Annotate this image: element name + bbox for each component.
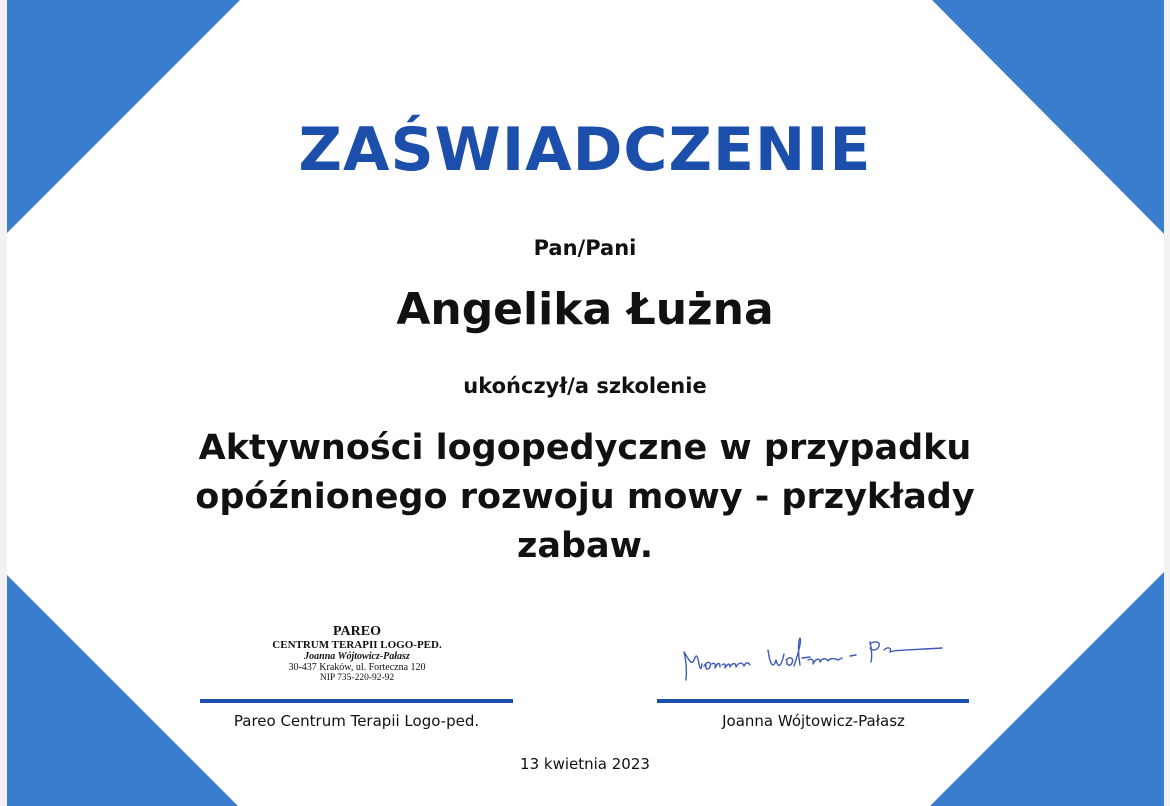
stamp-line-2: CENTRUM TERAPII LOGO-PED. (272, 639, 442, 651)
stamp-line-1: PAREO (333, 624, 381, 639)
stamp-line-4: 30-437 Kraków, ul. Forteczna 120 (288, 662, 426, 673)
completed-text: ukończył/a szkolenie (463, 374, 707, 398)
signature-line-left (200, 699, 513, 703)
signature-line-right (657, 699, 969, 703)
issue-date: 13 kwietnia 2023 (520, 755, 650, 773)
course-title: Aktywności logopedyczne w przypadku opóźnionego rozwoju mowy - przykłady zabaw. (195, 428, 975, 566)
salutation: Pan/Pani (533, 236, 637, 260)
certificate-title: ZAŚWIADCZENIE (298, 115, 872, 185)
signature-label-left: Pareo Centrum Terapii Logo-ped. (233, 712, 480, 730)
recipient-name: Angelika Łużna (396, 284, 774, 335)
handwritten-signature-icon (670, 620, 960, 695)
company-stamp (262, 624, 452, 684)
stamp-line-3: Joanna Wójtowicz-Pałasz (304, 651, 410, 662)
stamp-line-5: NIP 735-220-92-92 (319, 673, 395, 683)
signature-label-right: Joanna Wójtowicz-Pałasz (722, 712, 905, 730)
